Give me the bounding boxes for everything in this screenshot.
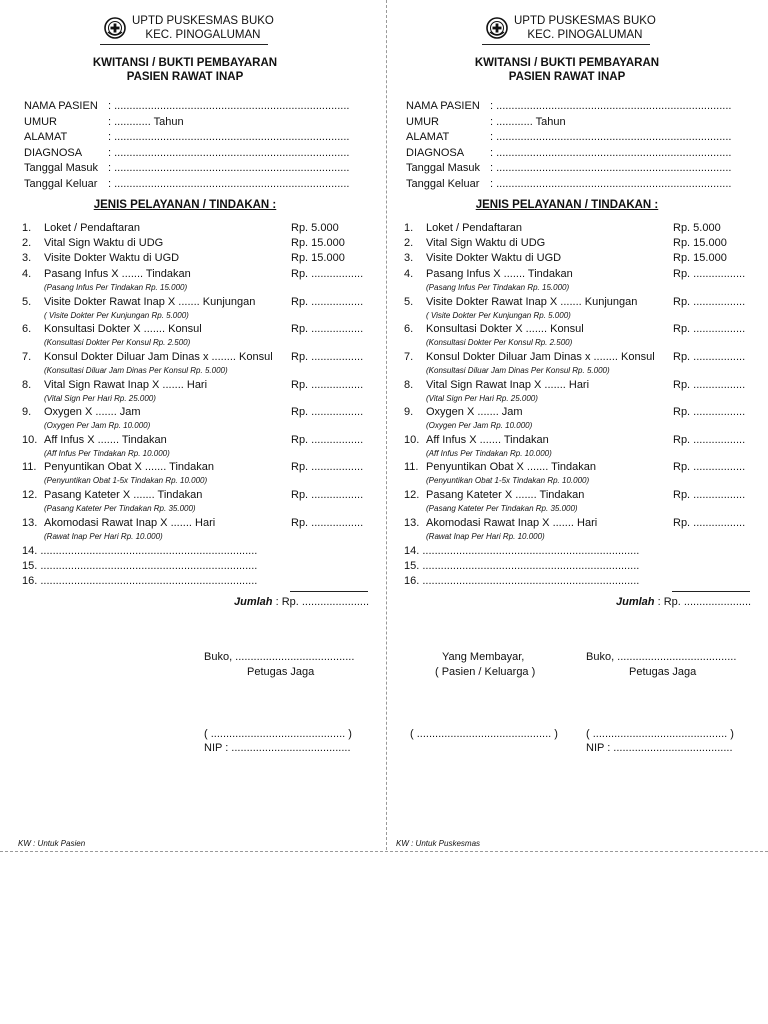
item-note: (Oxygen Per Jam Rp. 10.000) <box>426 421 533 430</box>
item-note: (Aff Infus Per Tindakan Rp. 10.000) <box>44 449 170 458</box>
field-label: ALAMAT <box>24 131 68 143</box>
field-label: Tanggal Masuk <box>24 162 98 174</box>
item-number: 7. <box>22 351 32 363</box>
signature-nip: NIP : ....................................... <box>586 742 733 754</box>
field-value: : ............................................................................. <box>490 177 732 190</box>
item-label: Vital Sign Waktu di UDG <box>426 237 546 249</box>
org-name: UPTD PUSKESMAS BUKO <box>514 15 656 27</box>
receipt-subtitle: PASIEN RAWAT INAP <box>508 71 626 83</box>
item-label: Konsultasi Dokter X ....... Konsul <box>426 323 584 335</box>
field-value: : ............................................................................. <box>108 131 350 143</box>
field-value: : ............................................................................. <box>108 177 350 190</box>
item-label: Konsultasi Dokter X ....... Konsul <box>44 323 202 335</box>
services-title: JENIS PELAYANAN / TINDAKAN : <box>475 199 659 211</box>
item-price: Rp. ................. <box>291 351 364 363</box>
item-price: Rp. 15.000 <box>291 252 345 264</box>
item-label: Vital Sign Rawat Inap X ....... Hari <box>44 379 208 391</box>
item-number: 11. <box>404 461 419 473</box>
item-number: 7. <box>404 351 414 363</box>
signature-nip: NIP : ....................................... <box>204 742 351 754</box>
signature-name-line: ( ............................................ ) <box>586 728 734 740</box>
item-note: (Pasang Kateter Per Tindakan Rp. 35.000) <box>44 504 196 513</box>
item-note: (Konsultasi Diluar Jam Dinas Per Konsul Rp. 5.000) <box>426 366 610 375</box>
field-label: Tanggal Keluar <box>406 177 480 190</box>
field-label: NAMA PASIEN <box>24 100 98 112</box>
item-price: Rp. ................. <box>291 461 364 473</box>
field-label: DIAGNOSA <box>24 146 83 159</box>
item-price: Rp. 5.000 <box>673 222 721 234</box>
field-label: NAMA PASIEN <box>406 100 480 112</box>
total-row <box>234 596 369 608</box>
receipt-title: KWITANSI / BUKTI PEMBAYARAN <box>474 57 660 69</box>
item-number: 13. <box>404 517 420 529</box>
item-note: (Penyuntikan Obat 1-5x Tindakan Rp. 10.000) <box>44 476 208 485</box>
puskesmas-emblem-icon <box>104 17 126 39</box>
item-label: Pasang Infus X ....... Tindakan <box>44 268 191 280</box>
item-note: (Vital Sign Per Hari Rp. 25.000) <box>44 394 156 403</box>
receipt-patient-copy <box>10 0 380 1024</box>
item-price: Rp. 15.000 <box>673 237 727 249</box>
org-name: UPTD PUSKESMAS BUKO <box>132 15 274 27</box>
payer-title: Yang Membayar, <box>442 651 525 663</box>
item-note: (Pasang Kateter Per Tindakan Rp. 35.000) <box>426 504 578 513</box>
item-note: (Rawat Inap Per Hari Rp. 10.000) <box>44 532 163 541</box>
item-number: 5. <box>404 296 414 308</box>
item-price: Rp. ................. <box>673 351 746 363</box>
item-note: (Penyuntikan Obat 1-5x Tindakan Rp. 10.000) <box>426 476 590 485</box>
org-header <box>514 14 656 42</box>
item-note: (Oxygen Per Jam Rp. 10.000) <box>44 421 151 430</box>
signature-role: Petugas Jaga <box>247 666 315 678</box>
cut-divider-vertical <box>386 0 387 850</box>
blank-item-line: 14. ....................................................................... <box>22 545 258 557</box>
item-price: Rp. ................. <box>673 517 746 529</box>
signature-role: Petugas Jaga <box>629 666 697 678</box>
item-number: 9. <box>404 406 414 418</box>
item-price: Rp. ................. <box>291 323 364 335</box>
item-price: Rp. ................. <box>291 406 364 418</box>
item-label: Penyuntikan Obat X ....... Tindakan <box>44 461 214 473</box>
total-underline <box>290 591 368 592</box>
item-price: Rp. ................. <box>291 268 364 280</box>
item-price: Rp. 15.000 <box>291 237 345 249</box>
item-price: Rp. ................. <box>673 461 746 473</box>
field-label: ALAMAT <box>406 131 450 143</box>
field-label: UMUR <box>406 115 439 128</box>
field-value: : ............ Tahun <box>490 115 566 128</box>
payer-name-line: ( ............................................ ) <box>410 728 558 740</box>
item-price: Rp. ................. <box>673 268 746 280</box>
item-number: 12. <box>22 489 38 501</box>
item-label: Loket / Pendaftaran <box>426 222 523 234</box>
item-label: Aff Infus X ....... Tindakan <box>426 434 549 446</box>
item-label: Visite Dokter Rawat Inap X ....... Kunjungan <box>44 296 256 308</box>
payer-subtitle: ( Pasien / Keluarga ) <box>435 666 536 678</box>
item-note: (Aff Infus Per Tindakan Rp. 10.000) <box>426 449 552 458</box>
item-note: (Konsultasi Dokter Per Konsul Rp. 2.500) <box>426 338 573 347</box>
field-value: : ............................................................................. <box>490 162 732 174</box>
item-number: 3. <box>22 252 32 264</box>
item-label: Akomodasi Rawat Inap X ....... Hari <box>426 517 598 529</box>
item-label: Pasang Kateter X ....... Tindakan <box>426 489 585 501</box>
item-note: (Konsultasi Diluar Jam Dinas Per Konsul Rp. 5.000) <box>44 366 228 375</box>
item-price: Rp. ................. <box>291 517 364 529</box>
item-label: Vital Sign Rawat Inap X ....... Hari <box>426 379 590 391</box>
item-price: Rp. ................. <box>291 296 364 308</box>
item-note: (Konsultasi Dokter Per Konsul Rp. 2.500) <box>44 338 191 347</box>
footer-right: KW : Untuk Puskesmas <box>396 839 481 848</box>
field-value: : ............................................................................. <box>108 162 350 174</box>
item-note: ( Visite Dokter Per Kunjungan Rp. 5.000) <box>426 311 571 320</box>
item-number: 5. <box>22 296 32 308</box>
item-note: ( Visite Dokter Per Kunjungan Rp. 5.000) <box>44 311 189 320</box>
item-number: 10. <box>22 434 38 446</box>
item-number: 3. <box>404 252 414 264</box>
blank-item-line: 16. ....................................................................... <box>22 575 258 587</box>
item-number: 8. <box>22 379 32 391</box>
signature-place-date: Buko, ....................................... <box>204 651 355 663</box>
item-price: Rp. 5.000 <box>291 222 339 234</box>
item-price: Rp. ................. <box>291 434 364 446</box>
total-label: Jumlah <box>616 596 655 608</box>
signature-name-line: ( ............................................ ) <box>204 728 352 740</box>
item-label: Oxygen X ....... Jam <box>44 406 141 418</box>
header-underline <box>100 44 268 45</box>
item-label: Penyuntikan Obat X ....... Tindakan <box>426 461 596 473</box>
field-value: : ............................................................................. <box>490 100 732 112</box>
footer-left: KW : Untuk Pasien <box>18 839 86 848</box>
item-number: 2. <box>404 237 414 249</box>
item-price: Rp. ................. <box>673 406 746 418</box>
item-number: 4. <box>404 268 414 280</box>
item-price: Rp. ................. <box>291 379 364 391</box>
total-label: Jumlah <box>234 596 273 608</box>
item-number: 10. <box>404 434 420 446</box>
item-label: Pasang Kateter X ....... Tindakan <box>44 489 203 501</box>
item-label: Visite Dokter Waktu di UGD <box>426 252 562 264</box>
item-note: (Rawat Inap Per Hari Rp. 10.000) <box>426 532 545 541</box>
field-label: DIAGNOSA <box>406 146 465 159</box>
total-underline <box>672 591 750 592</box>
item-price: Rp. ................. <box>673 323 746 335</box>
item-label: Loket / Pendaftaran <box>44 222 141 234</box>
item-label: Aff Infus X ....... Tindakan <box>44 434 167 446</box>
receipt-subtitle: PASIEN RAWAT INAP <box>126 71 244 83</box>
item-price: Rp. 15.000 <box>673 252 727 264</box>
item-label: Akomodasi Rawat Inap X ....... Hari <box>44 517 216 529</box>
item-label: Konsul Dokter Diluar Jam Dinas x ........ Konsul <box>426 351 655 363</box>
total-value: : Rp. ...................... <box>275 596 370 608</box>
item-note: (Pasang Infus Per Tindakan Rp. 15.000) <box>426 283 570 292</box>
item-number: 12. <box>404 489 420 501</box>
item-price: Rp. ................. <box>673 489 746 501</box>
item-number: 1. <box>404 222 414 234</box>
field-value: : ............................................................................. <box>108 146 350 159</box>
field-label: Tanggal Keluar <box>24 177 98 190</box>
field-value: : ............................................................................. <box>490 146 732 159</box>
item-label: Konsul Dokter Diluar Jam Dinas x ........ Konsul <box>44 351 273 363</box>
field-value: : ............................................................................. <box>108 100 350 112</box>
item-price: Rp. ................. <box>673 379 746 391</box>
field-value: : ............ Tahun <box>108 115 184 128</box>
puskesmas-emblem-icon <box>486 17 508 39</box>
signature-place-date: Buko, ....................................... <box>586 651 737 663</box>
item-number: 1. <box>22 222 32 234</box>
field-label: UMUR <box>24 115 57 128</box>
org-district: KEC. PINOGALUMAN <box>527 29 643 41</box>
total-row <box>616 596 751 608</box>
item-label: Oxygen X ....... Jam <box>426 406 523 418</box>
org-district: KEC. PINOGALUMAN <box>145 29 261 41</box>
field-label: Tanggal Masuk <box>406 162 480 174</box>
item-label: Visite Dokter Rawat Inap X ....... Kunjungan <box>426 296 638 308</box>
item-price: Rp. ................. <box>291 489 364 501</box>
item-number: 8. <box>404 379 414 391</box>
item-label: Visite Dokter Waktu di UGD <box>44 252 180 264</box>
item-number: 6. <box>404 323 414 335</box>
field-value: : ............................................................................. <box>490 131 732 143</box>
blank-item-line: 14. ....................................................................... <box>404 545 640 557</box>
item-price: Rp. ................. <box>673 434 746 446</box>
item-price: Rp. ................. <box>673 296 746 308</box>
blank-item-line: 15. ....................................................................... <box>22 560 258 572</box>
receipt-title: KWITANSI / BUKTI PEMBAYARAN <box>92 57 278 69</box>
item-number: 2. <box>22 237 32 249</box>
item-number: 6. <box>22 323 32 335</box>
item-number: 13. <box>22 517 38 529</box>
org-header <box>132 14 274 42</box>
item-note: (Vital Sign Per Hari Rp. 25.000) <box>426 394 538 403</box>
item-number: 4. <box>22 268 32 280</box>
item-label: Vital Sign Waktu di UDG <box>44 237 164 249</box>
services-title: JENIS PELAYANAN / TINDAKAN : <box>93 199 277 211</box>
item-label: Pasang Infus X ....... Tindakan <box>426 268 573 280</box>
receipt-puskesmas-copy <box>392 0 762 1024</box>
item-number: 9. <box>22 406 32 418</box>
blank-item-line: 15. ....................................................................... <box>404 560 640 572</box>
blank-item-line: 16. ....................................................................... <box>404 575 640 587</box>
item-note: (Pasang Infus Per Tindakan Rp. 15.000) <box>44 283 188 292</box>
total-value: : Rp. ...................... <box>657 596 752 608</box>
item-number: 11. <box>22 461 37 473</box>
header-underline <box>482 44 650 45</box>
